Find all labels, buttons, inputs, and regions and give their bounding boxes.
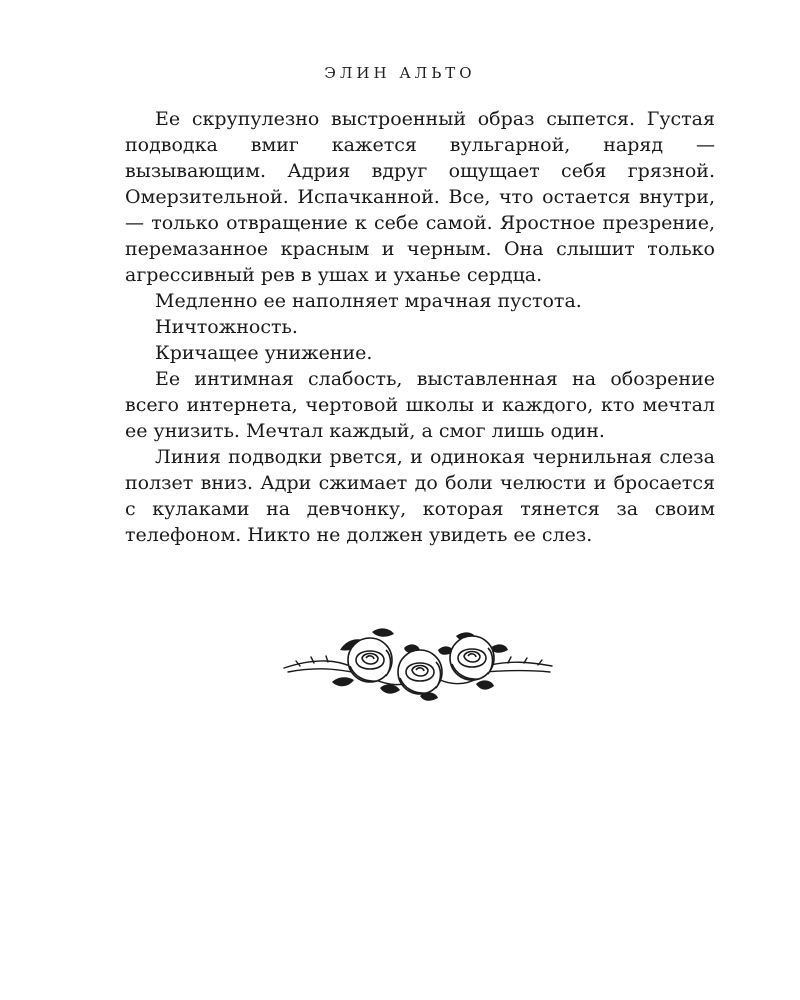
paragraph: Кричащее унижение.	[155, 342, 373, 364]
paragraph: Ничтожность.	[155, 316, 298, 338]
paragraph: Ее скрупулезно выстроенный образ сыпется. Густая подводка вмиг кажется вульгарной, наряд — вызывающим. Адрия вдруг ощущает себя грязной. Омерзительной. Испачканной. Все, что остается внутри, — только отвращение к себе самой. Яростное презрение, перемазанное красным и черным. Она слышит только агрессивный рев в ушах и уханье сердца.	[125, 108, 715, 286]
paragraph: Ее интимная слабость, выставленная на обозрение всего интернета, чертовой школы и каждого, кто мечтал ее унизить. Мечтал каждый, а смог лишь один.	[125, 368, 715, 442]
paragraph: Линия подводки рвется, и одинокая чернильная слеза ползет вниз. Адри сжимает до боли челюсти и бросается с кулаками на девчонку, которая тянется за своим телефоном. Никто не должен увидеть ее слез.	[125, 446, 715, 546]
running-header: ЭЛИН АЛЬТО	[324, 64, 476, 82]
rose-garland-icon	[280, 626, 556, 704]
body-text	[125, 106, 715, 548]
paragraph: Медленно ее наполняет мрачная пустота.	[155, 290, 582, 312]
